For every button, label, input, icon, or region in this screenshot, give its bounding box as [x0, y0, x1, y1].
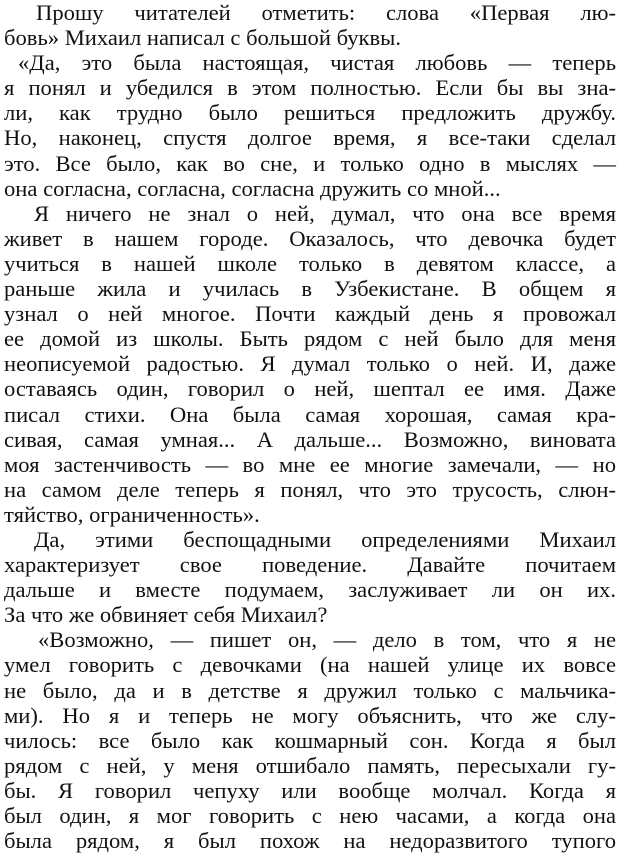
text-line: ми). Но я и теперь не могу объяснить, что же слу- [4, 702, 616, 728]
text-line: раньше жила и училась в Узбекистане. В общем я [4, 276, 616, 302]
text-line: на самом деле теперь я понял, что это трусость, слюн- [4, 476, 616, 502]
paragraph-2 [4, 50, 616, 201]
text-line: неописуемой радостью. Я думал только о ней. И, даже [4, 351, 616, 377]
paragraph-1 [4, 0, 616, 50]
text-line: ее домой из школы. Быть рядом с ней было для меня [4, 326, 616, 352]
text-line: она согласна, согласна, согласна дружить со мной... [4, 175, 501, 201]
book-page [4, 0, 616, 853]
text-line: это. Все было, как во сне, и только одно в мыслях — [4, 150, 616, 176]
text-line: живет в нашем городе. Оказалось, что девочка будет [4, 225, 616, 251]
text-line: ли, как трудно было решиться предложить дружбу. [4, 100, 616, 126]
paragraph-4 [4, 527, 616, 627]
text-line: учиться в нашей школе только в девятом классе, а [4, 250, 616, 276]
text-line: рядом с ней, у меня отшибало память, пересыхали гу- [4, 752, 616, 778]
text-line: писал стихи. Она была самая хорошая, самая кра- [4, 401, 616, 427]
text-line: дальше и вместе подумаем, заслуживает ли он их. [4, 577, 616, 603]
text-line: За что же обвиняет себя Михаил? [4, 602, 328, 628]
text-line: была рядом, я был похож на недоразвитого тупого [4, 828, 616, 853]
text-line: я понял и убедился в этом полностью. Если бы вы зна- [4, 75, 616, 101]
text-line: бы. Я говорил чепуху или вообще молчал. Когда я [4, 777, 616, 803]
text-line: был один, я мог говорить с нею часами, а когда она [4, 803, 616, 828]
text-line: умел говорить с девочками (на нашей улице их вовсе [4, 652, 616, 678]
text-line: Но, наконец, спустя долгое время, я все-таки сделал [4, 125, 616, 151]
text-line: «Да, это была настоящая, чистая любовь — теперь [18, 50, 616, 76]
text-line: не было, да и в детстве я дружил только с мальчика- [4, 677, 616, 703]
text-line: оставаясь один, говорил о ней, шептал ее имя. Даже [4, 376, 616, 402]
text-line: бовь» Михаил написал с большой буквы. [4, 25, 401, 51]
text-line: характеризует свое поведение. Давайте почитаем [4, 552, 616, 578]
text-line: Я ничего не знал о ней, думал, что она все время [34, 200, 616, 226]
text-line: сивая, самая умная... А дальше... Возможно, виновата [4, 426, 616, 452]
text-line: тяйство, ограниченность». [4, 501, 260, 527]
text-line: чилось: все было как кошмарный сон. Когда я был [4, 727, 616, 753]
text-line: моя застенчивость — во мне ее многие замечали, — но [4, 451, 616, 477]
paragraph-3 [4, 201, 616, 527]
text-line: узнал о ней многое. Почти каждый день я провожал [4, 301, 616, 327]
text-line: Да, этими беспощадными определениями Михаил [34, 526, 616, 552]
text-line: Прошу читателей отметить: слова «Первая лю- [36, 0, 616, 25]
text-line: «Возможно, — пишет он, — дело в том, что я не [38, 627, 616, 653]
paragraph-5 [4, 627, 616, 853]
